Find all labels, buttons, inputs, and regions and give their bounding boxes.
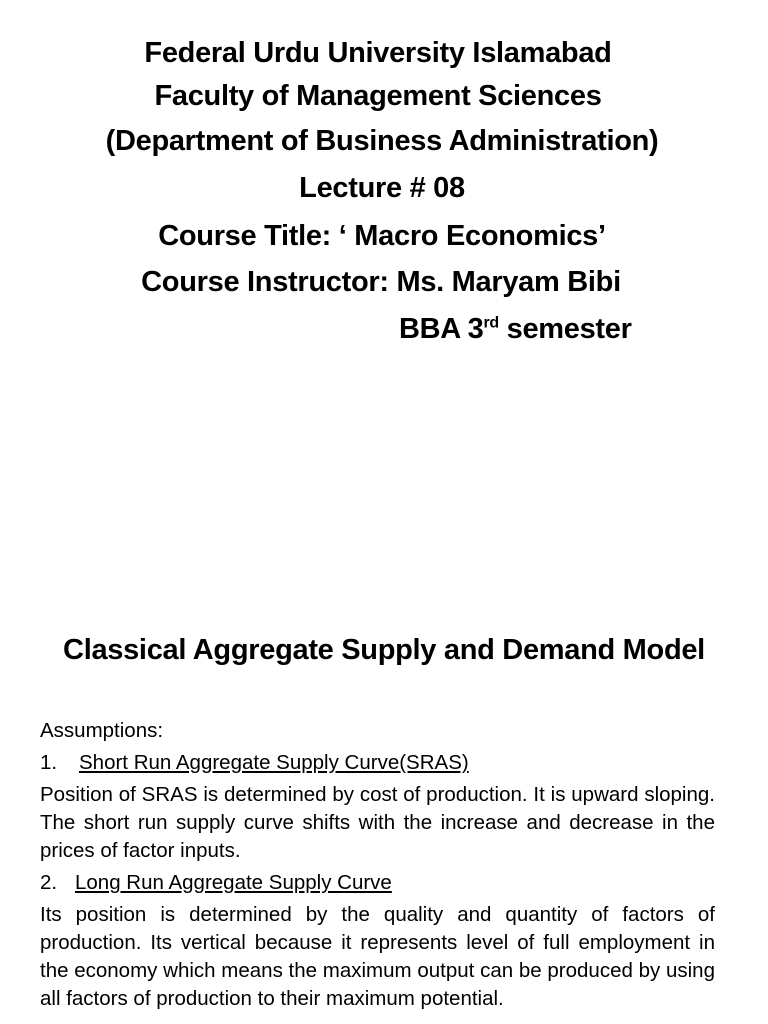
list-item-title: Short Run Aggregate Supply Curve(SRAS)	[79, 751, 469, 774]
list-item-number: 1.	[40, 751, 58, 774]
title-block	[0, 34, 768, 348]
course-title: Course Title: ‘ Macro Economics’	[158, 220, 606, 252]
university-name: Federal Urdu University Islamabad	[144, 37, 612, 69]
faculty-name: Faculty of Management Sciences	[154, 80, 602, 112]
list-item-number: 2.	[40, 871, 58, 894]
course-instructor: Course Instructor: Ms. Maryam Bibi	[141, 266, 621, 298]
semester	[0, 310, 768, 348]
lecture-number: Lecture # 08	[299, 172, 465, 204]
list-item-description: Its position is determined by the quality and quantity of factors of production. Its vertical because it represents level of full employment in the economy which means the maximum output can be produced by using all factors of production to their maximum potential.	[40, 903, 715, 1010]
semester-prefix: BBA 3	[399, 313, 484, 345]
list-item	[40, 869, 715, 897]
department-name: (Department of Business Administration)	[105, 125, 659, 157]
list-item-description: Position of SRAS is determined by cost of production. It is upward sloping. The short run supply curve shifts with the increase and decrease in the prices of factor inputs.	[40, 783, 715, 862]
list-item	[40, 749, 715, 777]
semester-suffix: semester	[498, 313, 632, 345]
list-item-title: Long Run Aggregate Supply Curve	[75, 871, 392, 894]
assumptions-label: Assumptions:	[40, 719, 164, 742]
lecture-content	[40, 717, 715, 1013]
section-heading: Classical Aggregate Supply and Demand Model	[63, 634, 705, 666]
semester-ordinal-suffix: rd	[483, 314, 499, 332]
